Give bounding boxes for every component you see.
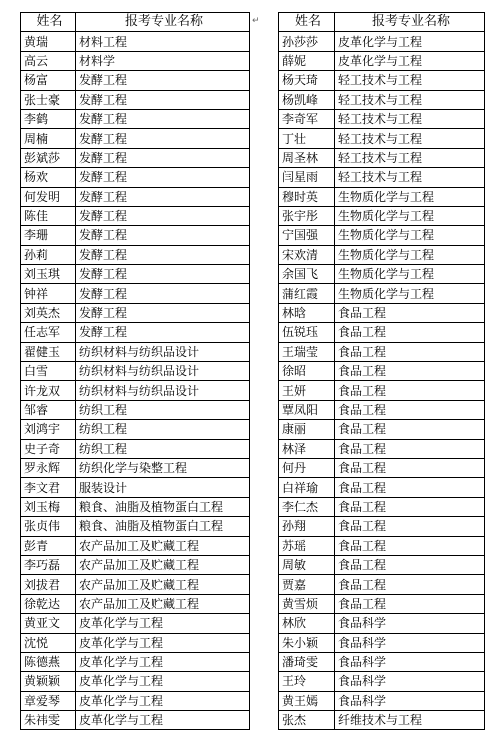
major-cell: 纺织工程 xyxy=(76,420,250,439)
major-cell: 发酵工程 xyxy=(76,71,250,90)
table-row xyxy=(279,168,485,187)
major-cell: 发酵工程 xyxy=(76,303,250,322)
name-cell: 李仁杰 xyxy=(279,497,335,516)
table-row xyxy=(21,575,250,594)
table-row xyxy=(21,555,250,574)
name-cell: 张杰 xyxy=(279,711,335,730)
table-row xyxy=(279,652,485,671)
table-row xyxy=(21,517,250,536)
major-cell: 粮食、油脂及植物蛋白工程 xyxy=(76,517,250,536)
major-cell: 食品科学 xyxy=(335,633,485,652)
applicant-table-right xyxy=(278,12,485,730)
name-cell: 彭斌莎 xyxy=(21,148,76,167)
table-row xyxy=(21,51,250,70)
table-header-row xyxy=(21,13,250,32)
name-cell: 苏瑶 xyxy=(279,536,335,555)
name-cell: 李巧磊 xyxy=(21,555,76,574)
table-row xyxy=(279,90,485,109)
name-cell: 刘鸿宇 xyxy=(21,420,76,439)
name-cell: 黄瑞 xyxy=(21,32,76,51)
table-row xyxy=(21,148,250,167)
major-cell: 纺织材料与纺织品设计 xyxy=(76,381,250,400)
table-row xyxy=(21,71,250,90)
table-row xyxy=(279,614,485,633)
major-cell: 发酵工程 xyxy=(76,323,250,342)
name-cell: 伍锐珏 xyxy=(279,323,335,342)
table-row xyxy=(21,362,250,381)
major-cell: 发酵工程 xyxy=(76,245,250,264)
table-row xyxy=(21,187,250,206)
name-cell: 孙莉 xyxy=(21,245,76,264)
major-cell: 食品工程 xyxy=(335,439,485,458)
name-cell: 刘玉琪 xyxy=(21,265,76,284)
table-row xyxy=(279,517,485,536)
name-cell: 徐昭 xyxy=(279,362,335,381)
major-cell: 轻工技术与工程 xyxy=(335,129,485,148)
major-cell: 食品工程 xyxy=(335,478,485,497)
name-cell: 张士豪 xyxy=(21,90,76,109)
table-row xyxy=(21,284,250,303)
table-header-row xyxy=(279,13,485,32)
name-cell: 杨欢 xyxy=(21,168,76,187)
major-cell: 食品工程 xyxy=(335,555,485,574)
name-cell: 罗永辉 xyxy=(21,458,76,477)
major-cell: 轻工技术与工程 xyxy=(335,71,485,90)
name-cell: 杨富 xyxy=(21,71,76,90)
major-cell: 材料工程 xyxy=(76,32,250,51)
name-cell: 李奇军 xyxy=(279,109,335,128)
name-cell: 彭青 xyxy=(21,536,76,555)
name-cell: 闫星雨 xyxy=(279,168,335,187)
table-row xyxy=(279,691,485,710)
major-cell: 轻工技术与工程 xyxy=(335,168,485,187)
name-cell: 黄雪烦 xyxy=(279,594,335,613)
name-cell: 宁国强 xyxy=(279,226,335,245)
table-row xyxy=(279,458,485,477)
major-cell: 生物质化学与工程 xyxy=(335,265,485,284)
major-cell: 食品工程 xyxy=(335,323,485,342)
major-cell: 发酵工程 xyxy=(76,265,250,284)
major-cell: 纺织材料与纺织品设计 xyxy=(76,342,250,361)
major-cell: 食品工程 xyxy=(335,342,485,361)
table-row xyxy=(279,148,485,167)
name-cell: 何发明 xyxy=(21,187,76,206)
name-cell: 朱祎雯 xyxy=(21,711,76,730)
name-cell: 白祥瑜 xyxy=(279,478,335,497)
table-row xyxy=(279,575,485,594)
major-cell: 食品科学 xyxy=(335,652,485,671)
name-cell: 潘琦雯 xyxy=(279,652,335,671)
major-cell: 发酵工程 xyxy=(76,148,250,167)
name-cell: 刘英杰 xyxy=(21,303,76,322)
major-cell: 皮革化学与工程 xyxy=(76,614,250,633)
name-cell: 穆时英 xyxy=(279,187,335,206)
table-row xyxy=(21,420,250,439)
table-row xyxy=(21,265,250,284)
major-cell: 纺织工程 xyxy=(76,400,250,419)
name-cell: 李鹤 xyxy=(21,109,76,128)
table-row xyxy=(21,711,250,730)
name-cell: 邹睿 xyxy=(21,400,76,419)
major-cell: 材料学 xyxy=(76,51,250,70)
name-cell: 何丹 xyxy=(279,458,335,477)
major-cell: 食品工程 xyxy=(335,362,485,381)
table-row xyxy=(279,265,485,284)
name-cell: 杨凯峰 xyxy=(279,90,335,109)
name-cell: 贾嘉 xyxy=(279,575,335,594)
major-cell: 皮革化学与工程 xyxy=(76,711,250,730)
table-row xyxy=(21,614,250,633)
name-cell: 杨天琦 xyxy=(279,71,335,90)
name-cell: 李珊 xyxy=(21,226,76,245)
paragraph-mark-icon: ↵ xyxy=(252,16,260,26)
name-cell: 刘拔君 xyxy=(21,575,76,594)
major-cell: 生物质化学与工程 xyxy=(335,226,485,245)
table-row xyxy=(279,594,485,613)
table-row xyxy=(279,400,485,419)
major-cell: 食品工程 xyxy=(335,420,485,439)
table-row xyxy=(279,362,485,381)
major-cell: 农产品加工及贮藏工程 xyxy=(76,594,250,613)
table-row xyxy=(21,323,250,342)
major-cell: 纺织工程 xyxy=(76,439,250,458)
major-cell: 农产品加工及贮藏工程 xyxy=(76,536,250,555)
name-cell: 李文君 xyxy=(21,478,76,497)
name-cell: 黄王嫣 xyxy=(279,691,335,710)
major-cell: 皮革化学与工程 xyxy=(76,652,250,671)
name-column-header: 姓名 xyxy=(279,13,335,32)
table-row xyxy=(21,536,250,555)
table-row xyxy=(279,711,485,730)
name-cell: 周楠 xyxy=(21,129,76,148)
table-row xyxy=(279,303,485,322)
major-cell: 纺织化学与染整工程 xyxy=(76,458,250,477)
major-cell: 皮革化学与工程 xyxy=(335,51,485,70)
table-row xyxy=(21,342,250,361)
name-cell: 王妍 xyxy=(279,381,335,400)
name-cell: 周圣林 xyxy=(279,148,335,167)
table-row xyxy=(21,594,250,613)
name-cell: 徐乾达 xyxy=(21,594,76,613)
name-cell: 陈佳 xyxy=(21,206,76,225)
table-row xyxy=(279,497,485,516)
major-cell: 农产品加工及贮藏工程 xyxy=(76,555,250,574)
name-cell: 沈悦 xyxy=(21,633,76,652)
name-cell: 刘玉梅 xyxy=(21,497,76,516)
table-row xyxy=(21,109,250,128)
name-cell: 任志军 xyxy=(21,323,76,342)
table-row xyxy=(279,284,485,303)
major-cell: 皮革化学与工程 xyxy=(76,633,250,652)
major-cell: 粮食、油脂及植物蛋白工程 xyxy=(76,497,250,516)
major-column-header: 报考专业名称 xyxy=(335,13,485,32)
name-cell: 宋欢清 xyxy=(279,245,335,264)
table-row xyxy=(279,323,485,342)
major-cell: 发酵工程 xyxy=(76,284,250,303)
major-cell: 轻工技术与工程 xyxy=(335,109,485,128)
major-cell: 发酵工程 xyxy=(76,226,250,245)
name-cell: 薛妮 xyxy=(279,51,335,70)
table-row xyxy=(21,90,250,109)
table-row xyxy=(279,381,485,400)
table-row xyxy=(279,129,485,148)
table-row xyxy=(279,478,485,497)
name-cell: 朱小颖 xyxy=(279,633,335,652)
major-cell: 生物质化学与工程 xyxy=(335,206,485,225)
table-row xyxy=(21,439,250,458)
table-row xyxy=(279,32,485,51)
name-cell: 王瑞莹 xyxy=(279,342,335,361)
table-row xyxy=(279,226,485,245)
major-cell: 纺织材料与纺织品设计 xyxy=(76,362,250,381)
name-cell: 林晗 xyxy=(279,303,335,322)
name-cell: 钟祥 xyxy=(21,284,76,303)
major-cell: 发酵工程 xyxy=(76,206,250,225)
table-row xyxy=(21,226,250,245)
name-cell: 林泽 xyxy=(279,439,335,458)
table-row xyxy=(279,342,485,361)
major-cell: 纤维技术与工程 xyxy=(335,711,485,730)
table-row xyxy=(21,245,250,264)
name-cell: 覃凤阳 xyxy=(279,400,335,419)
name-cell: 白雪 xyxy=(21,362,76,381)
name-cell: 丁壮 xyxy=(279,129,335,148)
table-row xyxy=(21,633,250,652)
name-cell: 高云 xyxy=(21,51,76,70)
name-cell: 翟健玉 xyxy=(21,342,76,361)
name-cell: 史子奇 xyxy=(21,439,76,458)
table-row xyxy=(279,439,485,458)
major-cell: 食品工程 xyxy=(335,400,485,419)
table-row xyxy=(21,672,250,691)
major-cell: 生物质化学与工程 xyxy=(335,187,485,206)
major-cell: 皮革化学与工程 xyxy=(76,691,250,710)
table-row xyxy=(21,478,250,497)
major-cell: 发酵工程 xyxy=(76,129,250,148)
table-row xyxy=(21,129,250,148)
table-row xyxy=(279,109,485,128)
table-row xyxy=(21,458,250,477)
major-cell: 食品工程 xyxy=(335,575,485,594)
major-cell: 发酵工程 xyxy=(76,168,250,187)
major-cell: 皮革化学与工程 xyxy=(335,32,485,51)
major-cell: 食品科学 xyxy=(335,672,485,691)
name-cell: 蒲红霞 xyxy=(279,284,335,303)
major-cell: 食品工程 xyxy=(335,303,485,322)
name-cell: 林欣 xyxy=(279,614,335,633)
name-cell: 黄亚文 xyxy=(21,614,76,633)
name-cell: 康丽 xyxy=(279,420,335,439)
major-cell: 发酵工程 xyxy=(76,109,250,128)
name-cell: 张贞伟 xyxy=(21,517,76,536)
table-row xyxy=(21,168,250,187)
major-cell: 轻工技术与工程 xyxy=(335,148,485,167)
table-row xyxy=(21,206,250,225)
name-cell: 王玲 xyxy=(279,672,335,691)
table-row xyxy=(21,652,250,671)
major-cell: 皮革化学与工程 xyxy=(76,672,250,691)
name-cell: 孙翔 xyxy=(279,517,335,536)
major-cell: 食品工程 xyxy=(335,536,485,555)
table-row xyxy=(279,71,485,90)
table-row xyxy=(21,497,250,516)
major-cell: 农产品加工及贮藏工程 xyxy=(76,575,250,594)
name-cell: 周敏 xyxy=(279,555,335,574)
major-cell: 食品工程 xyxy=(335,458,485,477)
major-cell: 生物质化学与工程 xyxy=(335,284,485,303)
table-row xyxy=(21,400,250,419)
major-cell: 食品工程 xyxy=(335,517,485,536)
major-cell: 食品工程 xyxy=(335,594,485,613)
major-cell: 轻工技术与工程 xyxy=(335,90,485,109)
major-cell: 食品科学 xyxy=(335,614,485,633)
table-row xyxy=(21,691,250,710)
table-row xyxy=(279,420,485,439)
name-column-header: 姓名 xyxy=(21,13,76,32)
major-cell: 食品工程 xyxy=(335,381,485,400)
table-row xyxy=(279,672,485,691)
name-cell: 许龙双 xyxy=(21,381,76,400)
table-row xyxy=(21,303,250,322)
name-cell: 章爱琴 xyxy=(21,691,76,710)
table-row xyxy=(279,555,485,574)
name-cell: 黄颖颖 xyxy=(21,672,76,691)
name-cell: 孙莎莎 xyxy=(279,32,335,51)
major-cell: 发酵工程 xyxy=(76,90,250,109)
major-cell: 生物质化学与工程 xyxy=(335,245,485,264)
table-row xyxy=(279,633,485,652)
name-cell: 余国飞 xyxy=(279,265,335,284)
major-cell: 食品科学 xyxy=(335,691,485,710)
major-cell: 发酵工程 xyxy=(76,187,250,206)
name-cell: 张宇彤 xyxy=(279,206,335,225)
table-row xyxy=(279,245,485,264)
major-cell: 服装设计 xyxy=(76,478,250,497)
major-column-header: 报考专业名称 xyxy=(76,13,250,32)
table-row xyxy=(279,536,485,555)
table-row xyxy=(279,187,485,206)
table-row xyxy=(279,206,485,225)
table-row xyxy=(21,32,250,51)
name-cell: 陈德燕 xyxy=(21,652,76,671)
table-row xyxy=(21,381,250,400)
major-cell: 食品工程 xyxy=(335,497,485,516)
table-row xyxy=(279,51,485,70)
applicant-table-left xyxy=(20,12,250,730)
